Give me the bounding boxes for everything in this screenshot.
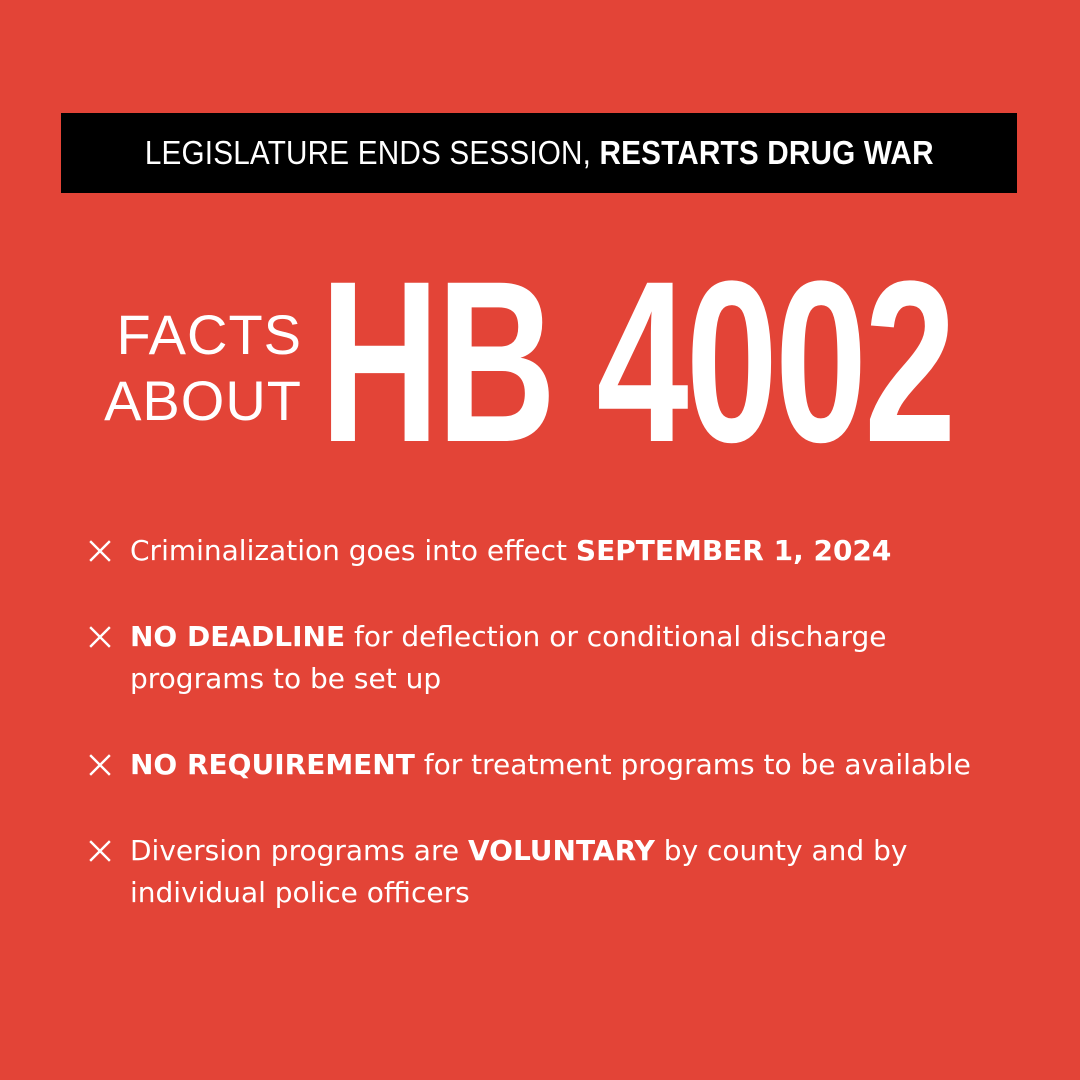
fact-text-bold: NO DEADLINE bbox=[130, 620, 346, 653]
fact-item bbox=[88, 830, 1008, 914]
facts-list bbox=[88, 530, 1008, 958]
fact-item bbox=[88, 530, 1008, 572]
fact-item bbox=[88, 616, 1008, 700]
fact-text-after: for deflection or conditional discharge programs to be set up bbox=[130, 620, 887, 695]
facts-about-label bbox=[60, 302, 302, 434]
about-word: ABOUT bbox=[104, 369, 302, 432]
fact-text-before: Diversion programs are bbox=[130, 834, 468, 867]
x-icon bbox=[88, 625, 112, 649]
banner-text-bold: RESTARTS DRUG WAR bbox=[599, 134, 934, 171]
fact-item bbox=[88, 744, 1008, 786]
fact-text-before: Criminalization goes into effect bbox=[130, 534, 576, 567]
banner-text bbox=[145, 134, 934, 172]
headline-banner bbox=[61, 113, 1017, 193]
fact-text-bold: SEPTEMBER 1, 2024 bbox=[575, 534, 892, 567]
fact-text-bold: VOLUNTARY bbox=[467, 834, 655, 867]
x-icon bbox=[88, 539, 112, 563]
banner-text-regular: LEGISLATURE ENDS SESSION, bbox=[144, 134, 600, 171]
facts-word: FACTS bbox=[116, 303, 302, 366]
bill-number-title: HB 4002 bbox=[320, 233, 954, 490]
fact-text-after: for treatment programs to be available bbox=[414, 748, 971, 781]
x-icon bbox=[88, 753, 112, 777]
fact-text-bold: NO REQUIREMENT bbox=[130, 748, 415, 781]
x-icon bbox=[88, 839, 112, 863]
fact-text-after: by county and by individual police officers bbox=[130, 834, 908, 909]
